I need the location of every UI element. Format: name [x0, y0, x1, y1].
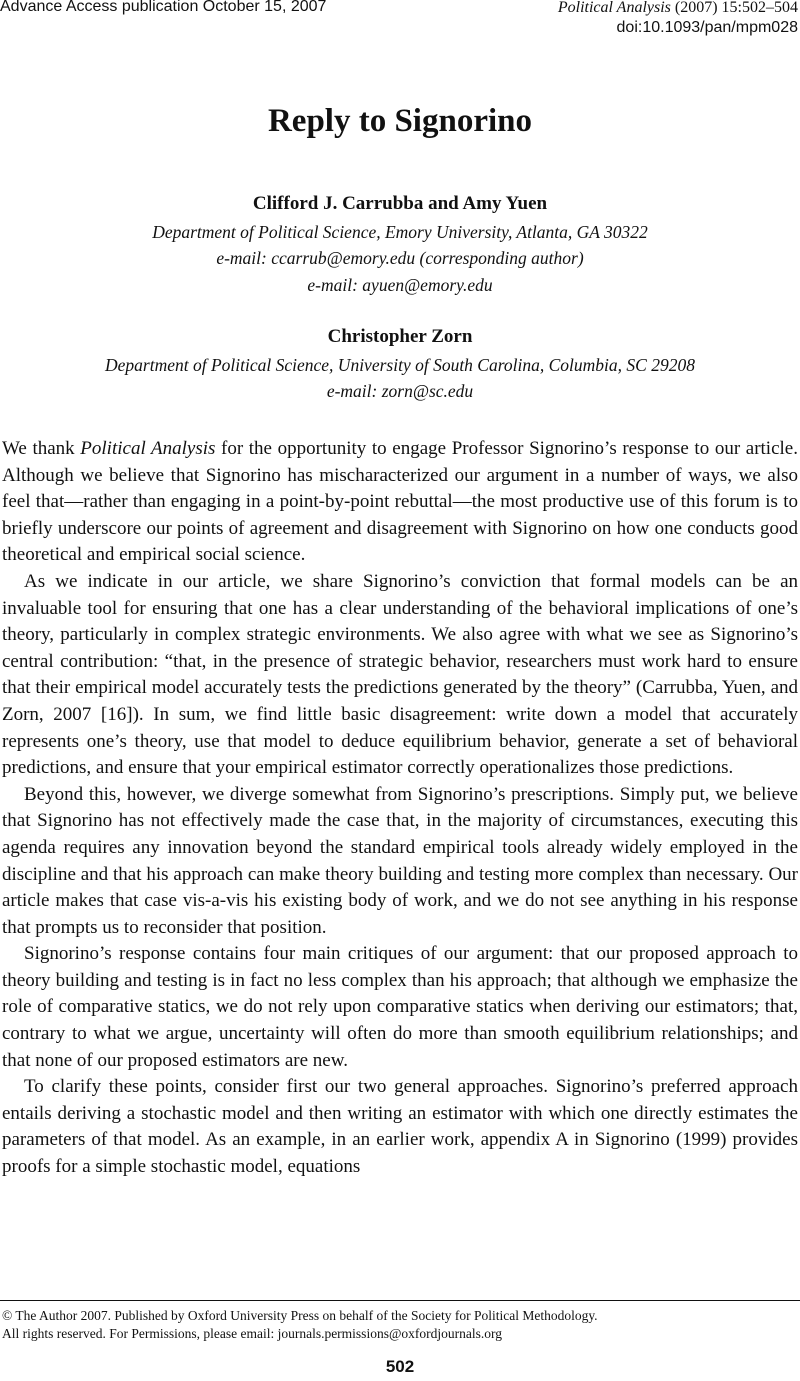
paragraph-4: Signorino’s response contains four main critiques of our argument: that our proposed approach to theory building and testing is in fact no less complex than his approach; that although we emphasize the role of comparative statics, we do not rely upon comparative statics when deriving our estimators; that, contrary to what we argue, uncertainty will often do more than smooth equilibrium relationships; and that none of our proposed estimators are new. [2, 943, 798, 1071]
paragraph-1-text: for the opportunity to engage Professor Signorino’s response to our article. Although we believe that Signorino has mischaracterized our argument in a number of ways, we also feel that—rather than engaging in a point-by-point rebuttal—the most productive use of this forum is to briefly underscore our points of agreement and disagreement with Signorino on how one conducts good theoretical and empirical social science. [2, 438, 798, 566]
footnote-divider [0, 1300, 800, 1301]
journal-reference: Political Analysis [80, 438, 216, 459]
author-email-1: e-mail: ccarrub@emory.edu (corresponding author) [216, 248, 584, 268]
paragraph-2: As we indicate in our article, we share Signorino’s conviction that formal models can be an invaluable tool for ensuring that one has a clear understanding of the behavioral implications of one’s theory, particularly in complex strategic environments. We also agree with what we see as Signorino’s central contribution: “that, in the presence of strategic behavior, researchers must work hard to ensure that their empirical model accurately tests the predictions generated by the theory” (Carrubba, Yuen, and Zorn, 2007 [16]). In sum, we find little basic disagreement: write down a model that accurately represents one’s theory, use that model to deduce equilibrium behavior, generate a set of behavioral predictions, and ensure that your empirical estimator correctly operationalizes those predictions. [2, 570, 798, 779]
paragraph-1 [2, 436, 798, 569]
permissions-line: All rights reserved. For Permissions, please email: journals.permissions@oxfordjournals.org [2, 1326, 502, 1341]
author-affiliation-1: Department of Political Science, Emory University, Atlanta, GA 30322 [152, 222, 648, 242]
author-email-2: e-mail: ayuen@emory.edu [307, 275, 493, 295]
article-body [2, 436, 798, 1181]
copyright-footnote [2, 1307, 798, 1343]
paragraph-3: Beyond this, however, we diverge somewhat from Signorino’s prescriptions. Simply put, we believe that Signorino has not effectively made the case that, in the majority of circumstances, executing this agenda requires any innovation beyond the standard empirical tools already widely employed in the discipline and that his approach can make theory building and testing more complex than necessary. Our article makes that case vis-a-vis his existing body of work, and we do not see anything in his response that prompts us to reconsider that position. [2, 783, 798, 938]
page-number: 502 [385, 1357, 415, 1376]
copyright-line: © The Author 2007. Published by Oxford University Press on behalf of the Society for Political Methodology. [2, 1308, 598, 1323]
author-names-2: Christopher Zorn [327, 326, 473, 347]
header-citation [558, 0, 798, 38]
paragraph-5: To clarify these points, consider first our two general approaches. Signorino’s preferred approach entails deriving a stochastic model and then writing an estimator with which one directly estimates the parameters of that model. As an example, in an earlier work, appendix A in Signorino (1999) provides proofs for a simple stochastic model, equations [2, 1076, 798, 1178]
article-title: Reply to Signorino [267, 103, 533, 139]
journal-volume-pages: (2007) 15:502–504 [670, 0, 798, 16]
journal-name: Political Analysis [557, 0, 671, 16]
doi: doi:10.1093/pan/mpm028 [616, 19, 798, 36]
author-affiliation-2: Department of Political Science, University of South Carolina, Columbia, SC 29208 [105, 355, 695, 375]
author-names-1: Clifford J. Carrubba and Amy Yuen [252, 193, 548, 214]
paragraph-1-lead: We thank [2, 438, 81, 459]
header-publication-date: Advance Access publication October 15, 2007 [0, 0, 327, 15]
author-email-3: e-mail: zorn@sc.edu [326, 381, 474, 401]
